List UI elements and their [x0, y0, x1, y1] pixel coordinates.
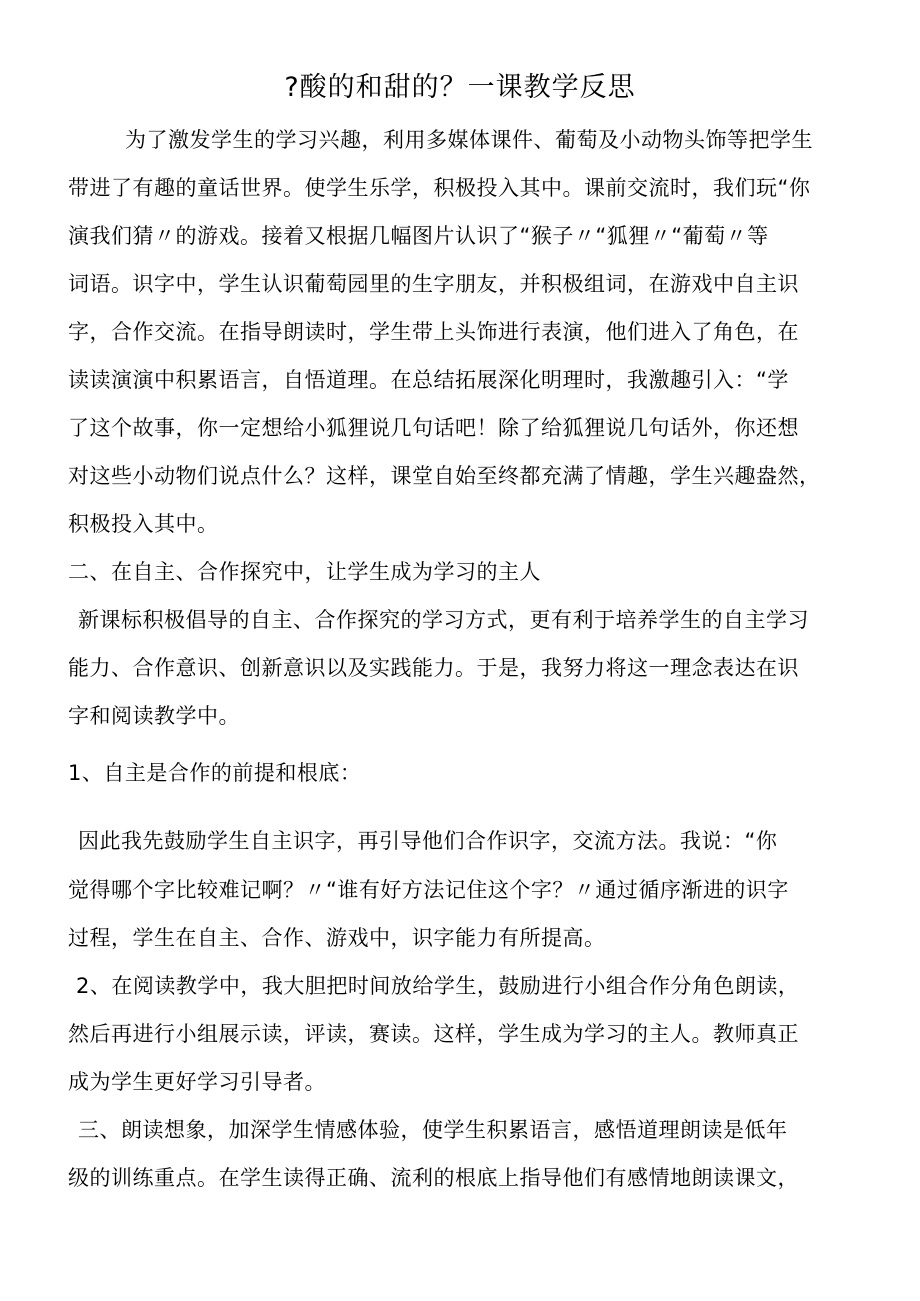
paragraph-line: 带进了有趣的童话世界。使学生乐学，积极投入其中。课前交流时，我们玩“你 [68, 176, 811, 200]
paragraph-line: 词语。识字中，学生认识葡萄园里的生字朋友，并积极组词，在游戏中自主识 [68, 272, 799, 296]
paragraph-line: 级的训练重点。在学生读得正确、流利的根底上指导他们有感情地朗读课文， [68, 1166, 799, 1190]
paragraph-line: 字和阅读教学中。 [68, 704, 240, 728]
paragraph-line: 新课标积极倡导的自主、合作探究的学习方式，更有利于培养学生的自主学习 [78, 608, 809, 632]
document-title: ?酸的和甜的？一课教学反思 [284, 72, 636, 103]
paragraph-line: 为了激发学生的学习兴趣，利用多媒体课件、葡萄及小动物头饰等把学生 [125, 128, 813, 152]
paragraph-line: 觉得哪个字比较难记啊？〃“谁有好方法记住这个字？〃通过循序渐进的识字 [68, 878, 789, 902]
section-heading: 二、在自主、合作探究中，让学生成为学习的主人 [68, 560, 541, 584]
paragraph-line: 2、在阅读教学中，我大胆把时间放给学生，鼓励进行小组合作分角色朗读， [76, 974, 800, 998]
section-heading: 三、朗读想象，加深学生情感体验，使学生积累语言，感悟道理朗读是低年 [78, 1118, 788, 1142]
paragraph-line: 字，合作交流。在指导朗读时，学生带上头饰进行表演，他们进入了角色，在 [68, 320, 799, 344]
paragraph-line: 能力、合作意识、创新意识以及实践能力。于是，我努力将这一理念表达在识 [68, 656, 799, 680]
paragraph-line: 了这个故事，你一定想给小狐狸说几句话吧！除了给狐狸说几句话外，你还想 [68, 416, 799, 440]
paragraph-line: 对这些小动物们说点什么？这样，课堂自始至终都充满了情趣，学生兴趣盎然， [68, 464, 821, 488]
paragraph-line: 读读演演中积累语言，自悟道理。在总结拓展深化明理时，我激趣引入：“学 [68, 368, 789, 392]
list-item-heading: 1、自主是合作的前提和根底： [68, 761, 362, 785]
paragraph-line: 演我们猜〃的游戏。接着又根据几幅图片认识了“猴子〃“狐狸〃“葡萄〃等 [68, 224, 769, 248]
paragraph-line: 成为学生更好学习引导者。 [68, 1070, 326, 1094]
paragraph-line: 然后再进行小组展示读，评读，赛读。这样，学生成为学习的主人。教师真正 [68, 1022, 799, 1046]
paragraph-line: 积极投入其中。 [68, 512, 219, 536]
paragraph-line: 过程，学生在自主、合作、游戏中，识字能力有所提高。 [68, 926, 606, 950]
paragraph-line: 因此我先鼓励学生自主识字，再引导他们合作识字，交流方法。我说：“你 [78, 829, 778, 853]
